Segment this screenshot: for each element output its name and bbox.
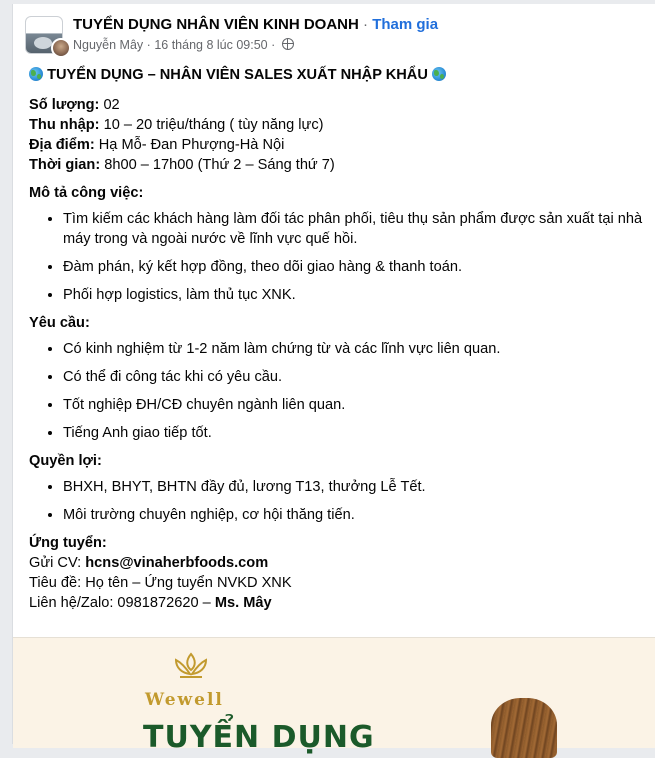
cinnamon-product-image [491,698,557,758]
list-item: • Tiếng Anh giao tiếp tốt. [63,423,655,443]
list-item: • Có kinh nghiệm từ 1-2 năm làm chứng từ và các lĩnh vực liên quan. [63,339,655,359]
list-item: • Đàm phán, ký kết hợp đồng, theo dõi giao hàng & thanh toán. [63,257,655,277]
post-card [12,4,655,755]
field-time [29,155,655,175]
separator-dot: · [363,16,369,33]
list-item: • Có thể đi công tác khi có yêu cầu. [63,367,655,387]
list-item: • Phối hợp logistics, làm thủ tục XNK. [63,285,655,305]
earth-globe-icon [29,67,43,81]
author-name-link[interactable]: Nguyễn Mây [73,38,144,52]
post-image[interactable] [13,637,655,755]
description-list [29,209,655,305]
post-body [29,65,655,613]
banner-heading: TUYỂN DỤNG [143,720,375,755]
globe-icon[interactable] [282,38,294,50]
meta-separator-2: · [271,38,276,52]
list-item: • Tốt nghiệp ĐH/CĐ chuyên ngành liên quan. [63,395,655,415]
apply-email: hcns@vinaherbfoods.com [85,555,269,571]
field-value: 02 [99,97,120,113]
apply-subject: Tiêu đề: Họ tên – Ứng tuyển NVKD XNK [29,575,292,591]
benefits-heading: Quyền lợi: [29,453,102,469]
author-avatar[interactable] [51,38,71,58]
requirements-list [29,339,655,443]
wewell-leaf-logo-icon [172,652,210,682]
earth-globe-icon [432,67,446,81]
group-line [73,16,438,33]
field-value: Hạ Mỗ- Đan Phượng-Hà Nội [94,137,285,153]
field-label: Thời gian: [29,157,101,173]
brand-name: Wewell [145,690,224,710]
field-label: Số lượng: [29,97,100,113]
apply-cv-label: Gửi CV: [29,555,86,571]
field-location [29,135,655,155]
post-title [29,65,655,85]
post-header [25,16,655,58]
join-group-button[interactable]: Tham gia [372,16,439,33]
list-item: • Tìm kiếm các khách hàng làm đối tác phân phối, tiêu thụ sản phẩm được sản xuất tại nhà máy trong và ngoài nước về lĩnh vực quế hồi. [63,209,655,249]
apply-contact-label: Liên hệ/Zalo: 0981872620 – [29,595,215,611]
apply-cv [29,553,655,573]
apply-contact-name: Ms. Mây [214,595,272,611]
benefits-list [29,477,655,525]
list-item: • Môi trường chuyên nghiệp, cơ hội thăng tiến. [63,505,655,525]
field-label: Địa điểm: [29,137,95,153]
field-label: Thu nhập: [29,117,100,133]
apply-contact [29,593,655,613]
post-title-text: TUYỂN DỤNG – NHÂN VIÊN SALES XUẤT NHẬP KHẨU [47,67,428,83]
apply-heading: Ứng tuyển: [29,535,107,551]
meta-separator: · [146,38,151,52]
field-value: 10 – 20 triệu/tháng ( tùy năng lực) [99,117,324,133]
post-timestamp-link[interactable]: 16 tháng 8 lúc 09:50 [154,38,268,52]
requirements-heading: Yêu cầu: [29,315,90,331]
post-meta [73,38,294,52]
field-income [29,115,655,135]
list-item: • BHXH, BHYT, BHTN đầy đủ, lương T13, thưởng Lễ Tết. [63,477,655,497]
description-heading: Mô tả công việc: [29,185,144,201]
field-quantity [29,95,655,115]
field-value: 8h00 – 17h00 (Thứ 2 – Sáng thứ 7) [100,157,335,173]
group-name-link[interactable]: TUYỂN DỤNG NHÂN VIÊN KINH DOANH [73,16,359,33]
